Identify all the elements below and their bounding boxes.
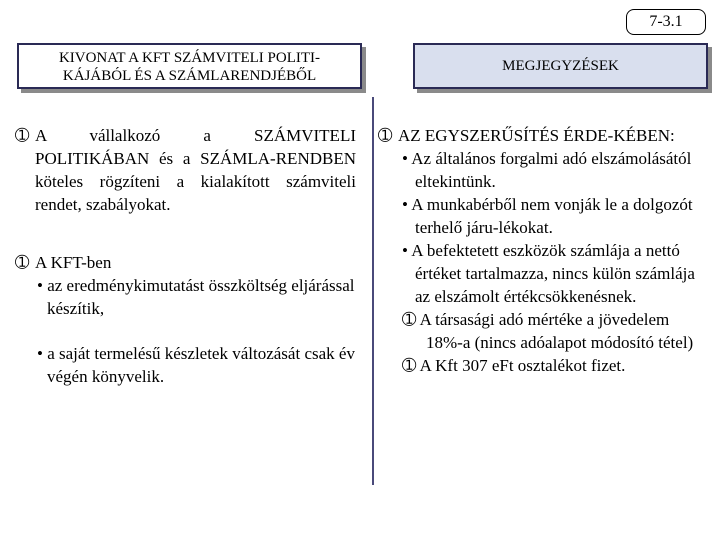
right-bullet-1: • Az általános forgalmi adó elszámolásától eltekintünk. — [402, 149, 692, 191]
circled-one-icon: ➀ — [15, 253, 30, 272]
left-paragraph-2 — [15, 251, 356, 388]
left-column — [15, 124, 356, 388]
circled-one-icon: ➀ — [378, 126, 393, 145]
right-column-header: MEGJEGYZÉSEK — [413, 43, 708, 89]
left-paragraph-1 — [15, 124, 356, 216]
left-header-line-1: KIVONAT A KFT SZÁMVITELI POLITI- — [58, 50, 321, 66]
right-item-2 — [378, 354, 708, 377]
left-bullet-1: • az eredménykimutatást összköltség eljárással készítik, — [37, 276, 355, 318]
left-header-line-2: KÁJÁBÓL ÉS A SZÁMLARENDJÉBŐL — [62, 68, 317, 84]
right-item-2-text: A Kft 307 eFt osztalékot fizet. — [419, 356, 626, 375]
right-heading — [378, 124, 708, 147]
circled-one-icon: ➀ — [402, 310, 417, 329]
left-bullet-2: • a saját termelésű készletek változását csak év végén könyvelik. — [37, 344, 355, 386]
left-paragraph-1-text: A vállalkozó a SZÁMVITELI POLITIKÁBAN és a SZÁMLA-RENDBEN köteles rögzíteni a kialakított számviteli rendet, szabályokat. — [35, 126, 356, 214]
circled-one-icon: ➀ — [15, 126, 30, 145]
circled-one-icon: ➀ — [402, 356, 417, 375]
right-column — [378, 124, 708, 377]
right-item-1 — [378, 308, 708, 354]
left-paragraph-2-title: A KFT-ben — [35, 253, 112, 272]
right-bullet-3: • A befektetett eszközök számlája a nettó értéket tartalmazza, nincs külön számlája az elszámolt értékcsökkenésnek. — [402, 241, 695, 306]
right-item-1-text: A társasági adó mértéke a jövedelem 18%-a (nincs adóalapot módosító tétel) — [419, 310, 694, 352]
right-bullet-2: • A munkabérből nem vonják le a dolgozót terhelő járu-lékokat. — [402, 195, 693, 237]
right-heading-text: AZ EGYSZERŰSÍTÉS ÉRDE-KÉBEN: — [398, 126, 675, 145]
column-divider — [372, 97, 374, 485]
slide-number: 7-3.1 — [626, 9, 706, 35]
left-column-header — [17, 43, 362, 89]
